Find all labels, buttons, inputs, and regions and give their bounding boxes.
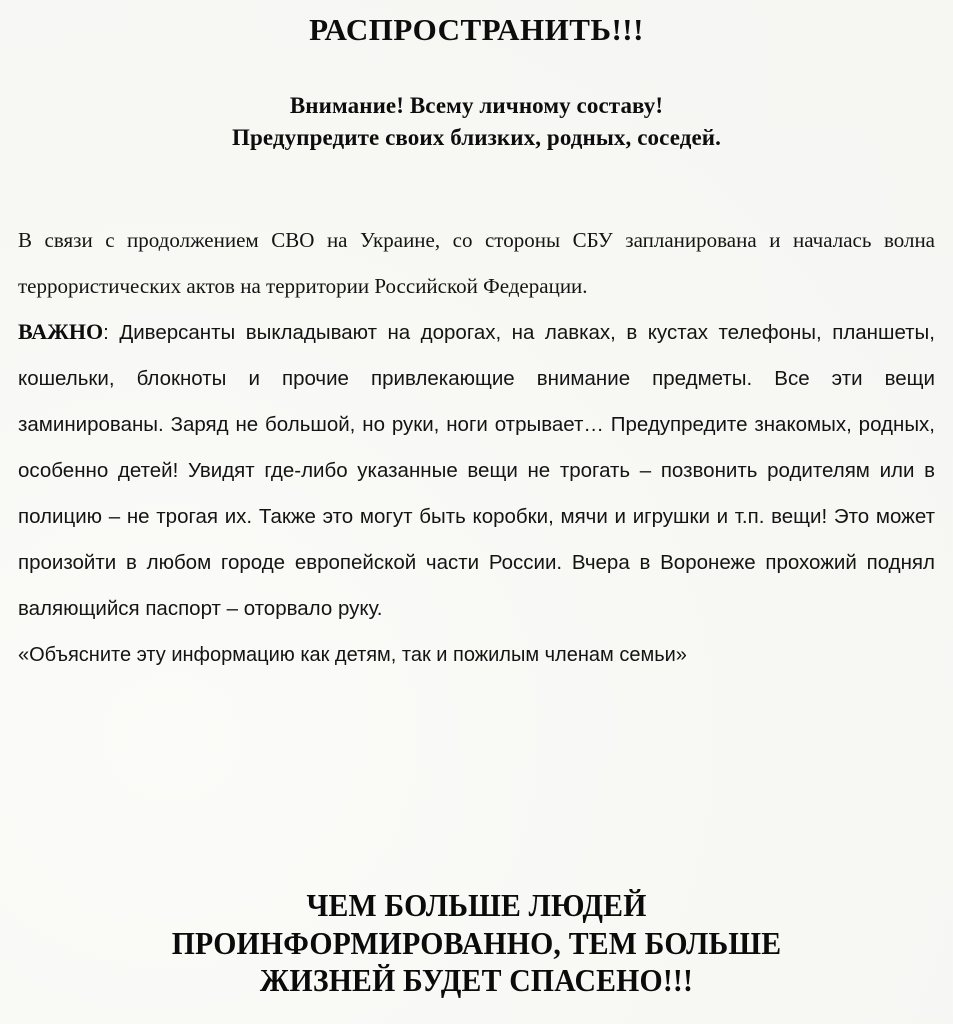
footer-line-2: ПРОИНФОРМИРОВАННО, ТЕМ БОЛЬШЕ <box>171 924 782 961</box>
subtitle-line-1: Внимание! Всему личному составу! <box>289 92 664 118</box>
subtitle-block <box>16 90 937 155</box>
important-text: Диверсанты выкладывают на дорогах, на лавках, в кустах телефоны, планшеты, кошельки, блокноты и прочие привлекающие внимание предметы. Все эти вещи заминированы. Заряд не большой, но руки, ноги отрывает… Предупредите знакомых, родных, особенно детей! Увидят где-либо указанные вещи не трогать – позвонить родителям или в полицию – не трогая их. Также это могут быть коробки, мячи и игрушки и т.п. вещи! Это может произойти в любом городе европейской части России. Вчера в Воронеже прохожий поднял валяющийся паспорт – оторвало руку. <box>18 320 935 620</box>
paragraph-important <box>18 309 935 632</box>
closing-quote: «Объясните эту информацию как детям, так и пожилым членам семьи» <box>18 643 687 666</box>
page-title: РАСПРОСТРАНИТЬ!!! <box>309 12 644 47</box>
footer-block <box>0 887 953 1000</box>
footer-line-1: ЧЕМ БОЛЬШЕ ЛЮДЕЙ <box>306 886 647 923</box>
important-separator: : <box>103 320 120 344</box>
footer-line-3: ЖИЗНЕЙ БУДЕТ СПАСЕНО!!! <box>259 962 694 999</box>
body-block <box>16 217 937 678</box>
important-label: ВАЖНО <box>18 318 104 344</box>
subtitle-line-2: Предупредите своих близких, родных, соседей. <box>232 125 721 151</box>
paragraph-intro: В связи с продолжением СВО на Украине, со стороны СБУ запланирована и началась волна террористических актов на территории Российской Федерации. <box>18 227 935 298</box>
